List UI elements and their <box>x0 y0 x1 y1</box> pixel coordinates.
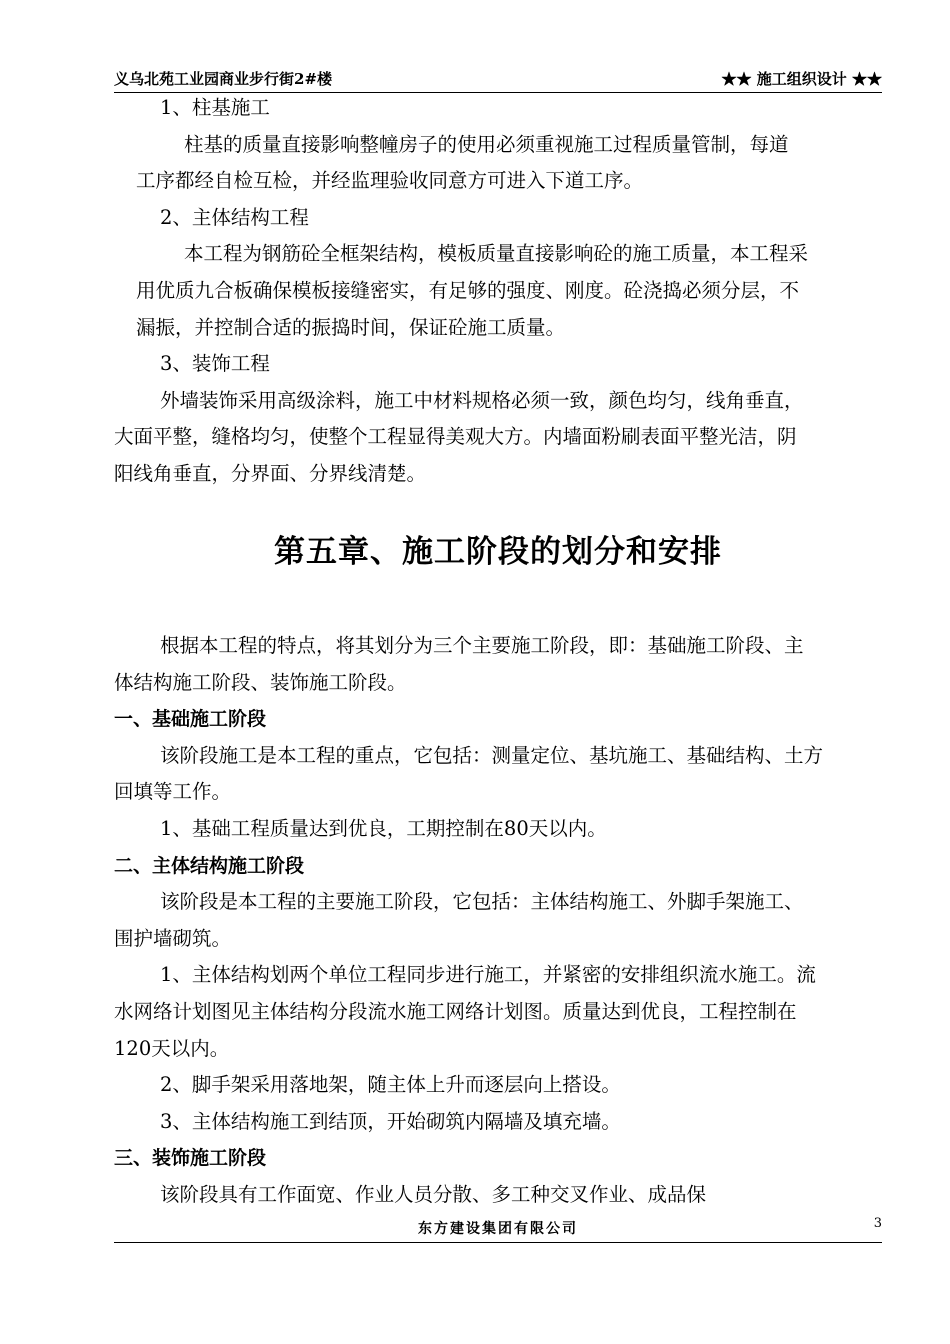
heading-foundation-phase: 一、基础施工阶段 <box>114 708 267 731</box>
section-construction-phases <box>114 628 882 1214</box>
page-footer <box>114 1212 882 1243</box>
paragraph-line: 工序都经自检互检，并经监理验收同意方可进入下道工序。 <box>136 169 644 193</box>
footer-company-name: 东方建设集团有限公司 <box>418 1221 578 1237</box>
paragraph-line: 该阶段具有工作面宽、作业人员分散、多工种交叉作业、成品保 <box>160 1182 707 1206</box>
subheading-decoration: 3、装饰工程 <box>160 352 270 376</box>
heading-decoration-phase: 三、装饰施工阶段 <box>114 1147 267 1170</box>
paragraph-line: 本工程为钢筋砼全框架结构，模板质量直接影响砼的施工质量，本工程采 <box>184 242 809 266</box>
section-construction-quality <box>114 90 882 493</box>
list-item: 2、脚手架采用落地架，随主体上升而逐层向上搭设。 <box>160 1073 621 1097</box>
header-project-title: 义乌北苑工业园商业步行街2#楼 <box>114 70 333 88</box>
page-header <box>114 66 882 93</box>
paragraph-line: 根据本工程的特点，将其划分为三个主要施工阶段，即：基础施工阶段、主 <box>160 634 804 657</box>
subheading-main-structure: 2、主体结构工程 <box>160 205 309 229</box>
list-item: 3、主体结构施工到结顶，开始砌筑内隔墙及填充墙。 <box>160 1109 621 1133</box>
paragraph-line: 120天以内。 <box>114 1036 230 1060</box>
subheading-column-foundation: 1、柱基施工 <box>160 96 270 119</box>
paragraph-line: 阳线角垂直，分界面、分界线清楚。 <box>114 461 427 485</box>
paragraph-line: 该阶段施工是本工程的重点，它包括：测量定位、基坑施工、基础结构、土方 <box>160 743 824 767</box>
chapter-title: 第五章、施工阶段的划分和安排 <box>274 534 722 570</box>
paragraph-line: 外墙装饰采用高级涂料，施工中材料规格必须一致，颜色均匀，线角垂直， <box>160 388 804 412</box>
list-item: 1、主体结构划两个单位工程同步进行施工，并紧密的安排组织流水施工。流 <box>160 963 816 987</box>
page-number: 3 <box>873 1216 882 1231</box>
paragraph-line: 围护墙砌筑。 <box>114 926 232 950</box>
paragraph-line: 水网络计划图见主体结构分段流水施工网络计划图。质量达到优良，工程控制在 <box>114 999 797 1023</box>
list-item: 1、基础工程质量达到优良，工期控制在80天以内。 <box>160 816 607 840</box>
paragraph-line: 用优质九合板确保模板接缝密实，有足够的强度、刚度。砼浇捣必须分层，不 <box>136 278 800 302</box>
paragraph-line: 回填等工作。 <box>114 780 232 804</box>
heading-main-structure-phase: 二、主体结构施工阶段 <box>114 854 305 877</box>
paragraph-line: 体结构施工阶段、装饰施工阶段。 <box>114 670 407 694</box>
paragraph-line: 该阶段是本工程的主要施工阶段，它包括：主体结构施工、外脚手架施工、 <box>160 890 804 914</box>
header-document-type: ★★ 施工组织设计 ★★ <box>721 70 882 88</box>
paragraph-line: 柱基的质量直接影响整幢房子的使用必须重视施工过程质量管制，每道 <box>184 132 789 156</box>
paragraph-line: 大面平整，缝格均匀，使整个工程显得美观大方。内墙面粉刷表面平整光洁，阴 <box>114 425 797 449</box>
paragraph-line: 漏振，并控制合适的振捣时间，保证砼施工质量。 <box>136 315 566 339</box>
